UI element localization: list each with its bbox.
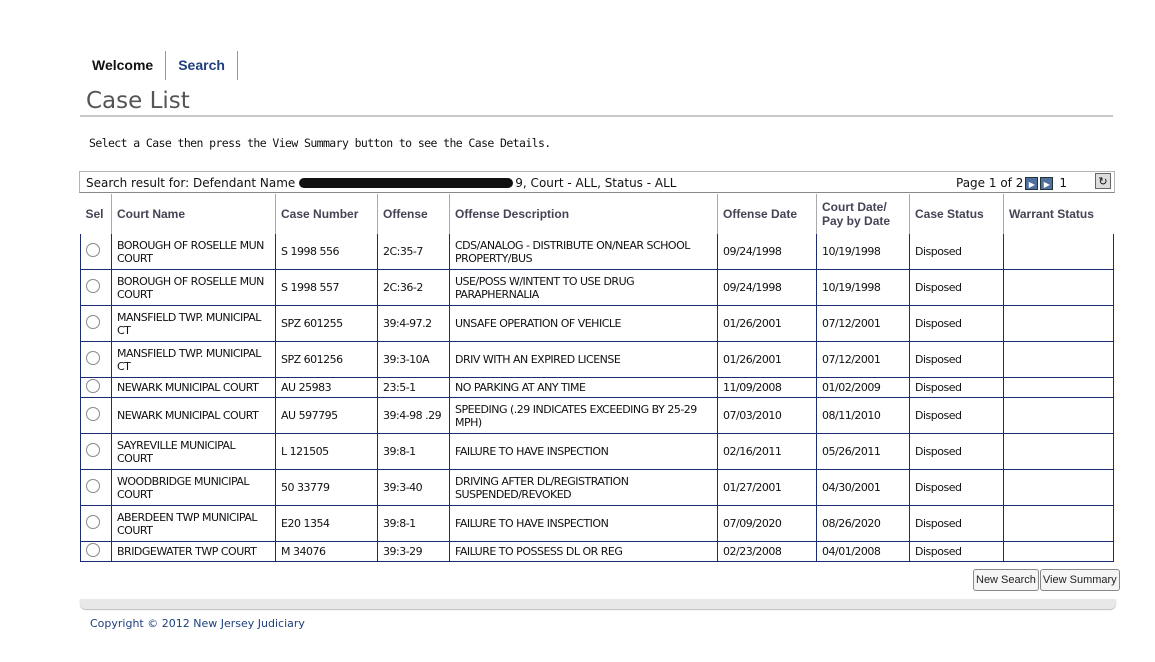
offense-date-cell: 01/26/2001 — [718, 342, 817, 378]
offense-cell: 39:8-1 — [378, 434, 450, 470]
case-number-cell: S 1998 557 — [276, 270, 378, 306]
offense-date-cell: 02/23/2008 — [718, 542, 817, 562]
refresh-icon[interactable]: ↻ — [1095, 173, 1111, 189]
copyright-text: Copyright © 2012 New Jersey Judiciary — [90, 617, 305, 630]
court-date-cell: 04/01/2008 — [817, 542, 910, 562]
row-select-radio[interactable] — [86, 543, 100, 557]
table-row[interactable] — [81, 378, 1114, 398]
row-select-cell — [81, 542, 112, 562]
table-row[interactable] — [81, 470, 1114, 506]
court-date-cell: 08/26/2020 — [817, 506, 910, 542]
offense-cell: 23:5-1 — [378, 378, 450, 398]
case-table — [80, 194, 1114, 562]
offense-cell: 39:4-97.2 — [378, 306, 450, 342]
case-status-cell: Disposed — [910, 234, 1004, 270]
case-number-cell: M 34076 — [276, 542, 378, 562]
row-select-radio[interactable] — [86, 315, 100, 329]
court-date-cell: 10/19/1998 — [817, 234, 910, 270]
row-select-radio[interactable] — [86, 443, 100, 457]
instruction-text: Select a Case then press the View Summary button to see the Case Details. — [89, 136, 551, 150]
col-header-case-status[interactable]: Case Status — [910, 194, 1004, 234]
case-number-cell: SPZ 601256 — [276, 342, 378, 378]
case-status-cell: Disposed — [910, 378, 1004, 398]
court-name-cell: WOODBRIDGE MUNICIPAL COURT — [112, 470, 276, 506]
new-search-button[interactable]: New Search — [973, 569, 1039, 591]
tab-search[interactable]: Search — [165, 51, 238, 80]
page-title: Case List — [86, 88, 190, 114]
court-name-cell: NEWARK MUNICIPAL COURT — [112, 378, 276, 398]
table-row[interactable] — [81, 434, 1114, 470]
offense-cell: 39:3-29 — [378, 542, 450, 562]
row-select-radio[interactable] — [86, 479, 100, 493]
offense-cell: 39:4-98 .29 — [378, 398, 450, 434]
row-select-cell — [81, 378, 112, 398]
offense-description-cell: CDS/ANALOG - DISTRIBUTE ON/NEAR SCHOOL PROPERTY/BUS — [450, 234, 718, 270]
col-header-court-date[interactable]: Court Date/ Pay by Date — [817, 194, 910, 234]
search-result-bar — [79, 171, 1115, 193]
offense-description-cell: FAILURE TO POSSESS DL OR REG — [450, 542, 718, 562]
court-name-cell: MANSFIELD TWP. MUNICIPAL CT — [112, 306, 276, 342]
court-name-cell: BRIDGEWATER TWP COURT — [112, 542, 276, 562]
footer-band — [80, 599, 1116, 609]
case-status-cell: Disposed — [910, 398, 1004, 434]
offense-cell: 39:3-10A — [378, 342, 450, 378]
table-row[interactable] — [81, 398, 1114, 434]
action-buttons — [973, 569, 1120, 591]
page-number-input[interactable]: 1 — [1059, 176, 1067, 190]
case-status-cell: Disposed — [910, 270, 1004, 306]
next-page-icon[interactable]: ▶ — [1025, 177, 1038, 190]
court-name-cell: MANSFIELD TWP. MUNICIPAL CT — [112, 342, 276, 378]
row-select-radio[interactable] — [86, 515, 100, 529]
case-status-cell: Disposed — [910, 306, 1004, 342]
case-number-cell: E20 1354 — [276, 506, 378, 542]
warrant-status-cell — [1004, 306, 1114, 342]
case-number-cell: 50 33779 — [276, 470, 378, 506]
court-date-cell: 05/26/2011 — [817, 434, 910, 470]
warrant-status-cell — [1004, 434, 1114, 470]
row-select-radio[interactable] — [86, 279, 100, 293]
page-label: Page 1 of 2 — [956, 176, 1024, 190]
col-header-warrant-status[interactable]: Warrant Status — [1004, 194, 1114, 234]
case-number-cell: S 1998 556 — [276, 234, 378, 270]
case-number-cell: AU 597795 — [276, 398, 378, 434]
offense-cell: 2C:36-2 — [378, 270, 450, 306]
row-select-cell — [81, 434, 112, 470]
offense-date-cell: 01/26/2001 — [718, 306, 817, 342]
offense-description-cell: DRIVING AFTER DL/REGISTRATION SUSPENDED/REVOKED — [450, 470, 718, 506]
court-name-cell: BOROUGH OF ROSELLE MUN COURT — [112, 270, 276, 306]
case-number-cell: L 121505 — [276, 434, 378, 470]
court-name-cell: NEWARK MUNICIPAL COURT — [112, 398, 276, 434]
row-select-cell — [81, 306, 112, 342]
search-result-suffix: 9, Court - ALL, Status - ALL — [515, 176, 677, 190]
court-date-cell: 08/11/2010 — [817, 398, 910, 434]
col-header-case-number[interactable]: Case Number — [276, 194, 378, 234]
offense-cell: 2C:35-7 — [378, 234, 450, 270]
case-number-cell: AU 25983 — [276, 378, 378, 398]
court-name-cell: BOROUGH OF ROSELLE MUN COURT — [112, 234, 276, 270]
table-row[interactable] — [81, 306, 1114, 342]
offense-description-cell: FAILURE TO HAVE INSPECTION — [450, 434, 718, 470]
table-row[interactable] — [81, 542, 1114, 562]
col-header-offense[interactable]: Offense — [378, 194, 450, 234]
offense-description-cell: SPEEDING (.29 INDICATES EXCEEDING BY 25-29 MPH) — [450, 398, 718, 434]
warrant-status-cell — [1004, 378, 1114, 398]
offense-date-cell: 11/09/2008 — [718, 378, 817, 398]
row-select-radio[interactable] — [86, 379, 100, 393]
row-select-cell — [81, 398, 112, 434]
view-summary-button[interactable]: View Summary — [1040, 569, 1120, 591]
offense-date-cell: 02/16/2011 — [718, 434, 817, 470]
row-select-cell — [81, 506, 112, 542]
offense-cell: 39:3-40 — [378, 470, 450, 506]
case-number-cell: SPZ 601255 — [276, 306, 378, 342]
court-date-cell: 04/30/2001 — [817, 470, 910, 506]
offense-description-cell: FAILURE TO HAVE INSPECTION — [450, 506, 718, 542]
col-header-offense-date[interactable]: Offense Date — [718, 194, 817, 234]
warrant-status-cell — [1004, 398, 1114, 434]
warrant-status-cell — [1004, 270, 1114, 306]
case-status-cell: Disposed — [910, 506, 1004, 542]
case-status-cell: Disposed — [910, 342, 1004, 378]
court-name-cell: SAYREVILLE MUNICIPAL COURT — [112, 434, 276, 470]
offense-date-cell: 01/27/2001 — [718, 470, 817, 506]
warrant-status-cell — [1004, 470, 1114, 506]
row-select-cell — [81, 342, 112, 378]
title-divider — [80, 115, 1113, 117]
warrant-status-cell — [1004, 542, 1114, 562]
court-date-cell: 10/19/1998 — [817, 270, 910, 306]
last-page-icon[interactable]: ▶ — [1040, 177, 1053, 190]
redaction-mark — [299, 178, 513, 188]
offense-description-cell: UNSAFE OPERATION OF VEHICLE — [450, 306, 718, 342]
col-header-court-name[interactable]: Court Name — [112, 194, 276, 234]
offense-description-cell: NO PARKING AT ANY TIME — [450, 378, 718, 398]
tab-bar — [80, 51, 238, 80]
table-row[interactable] — [81, 270, 1114, 306]
col-header-sel: Sel — [85, 207, 104, 221]
offense-date-cell: 09/24/1998 — [718, 234, 817, 270]
warrant-status-cell — [1004, 234, 1114, 270]
search-result-text — [86, 176, 676, 190]
col-header-offense-description[interactable]: Offense Description — [450, 194, 718, 234]
warrant-status-cell — [1004, 506, 1114, 542]
case-status-cell: Disposed — [910, 434, 1004, 470]
row-select-cell — [81, 270, 112, 306]
row-select-radio[interactable] — [86, 407, 100, 421]
offense-cell: 39:8-1 — [378, 506, 450, 542]
offense-description-cell: USE/POSS W/INTENT TO USE DRUG PARAPHERNALIA — [450, 270, 718, 306]
offense-date-cell: 07/03/2010 — [718, 398, 817, 434]
case-status-cell: Disposed — [910, 542, 1004, 562]
table-header-row — [81, 194, 1114, 234]
table-row[interactable] — [81, 234, 1114, 270]
court-name-cell: ABERDEEN TWP MUNICIPAL COURT — [112, 506, 276, 542]
row-select-cell — [81, 470, 112, 506]
offense-date-cell: 07/09/2020 — [718, 506, 817, 542]
row-select-radio[interactable] — [86, 351, 100, 365]
court-date-cell: 01/02/2009 — [817, 378, 910, 398]
row-select-radio[interactable] — [86, 243, 100, 257]
row-select-cell — [81, 234, 112, 270]
court-date-cell: 07/12/2001 — [817, 306, 910, 342]
case-status-cell: Disposed — [910, 470, 1004, 506]
warrant-status-cell — [1004, 342, 1114, 378]
pager — [956, 176, 1067, 190]
offense-description-cell: DRIV WITH AN EXPIRED LICENSE — [450, 342, 718, 378]
table-row[interactable] — [81, 506, 1114, 542]
search-result-prefix: Search result for: Defendant Name — [86, 176, 296, 190]
court-date-cell: 07/12/2001 — [817, 342, 910, 378]
table-row[interactable] — [81, 342, 1114, 378]
offense-date-cell: 09/24/1998 — [718, 270, 817, 306]
tab-welcome[interactable]: Welcome — [92, 57, 154, 73]
